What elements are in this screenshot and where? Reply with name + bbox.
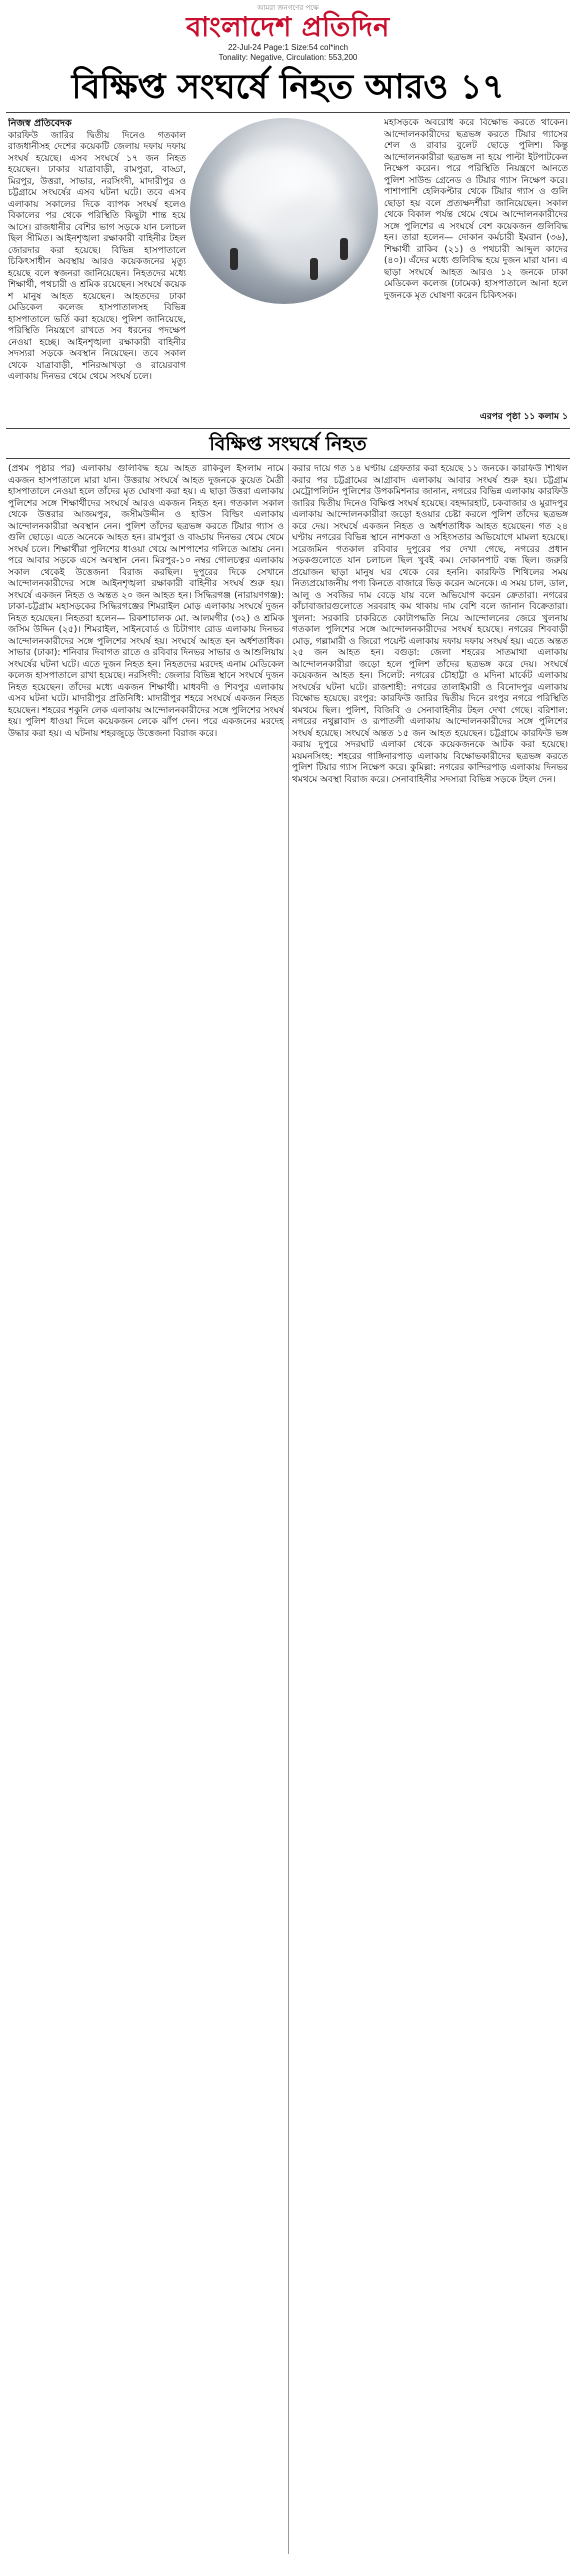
bottom-left-column	[8, 464, 284, 2554]
main-headline: বিক্ষিপ্ত সংঘর্ষে নিহত আরও ১৭	[71, 67, 505, 107]
column-divider	[288, 464, 289, 2554]
jump-line	[384, 412, 568, 426]
top-left-body: কারফিউ জারির দ্বিতীয় দিনেও গতকাল রাজধানীসহ দেশের কয়েকটি জেলায় দফায় দফায় সংঘর্ষ হয়েছে। এসব সংঘর্ষে ১৭ জন নিহত হয়েছেন। ঢাকার যাত্রাবাড়ী, রামপুরা, বাড্ডা, মিরপুর, উত্তরা, সাভার, নরসিংদী, মাদারীপুর ও চট্টগ্রামে সংঘর্ষের এসব ঘটনা ঘটে। তবে এসব এলাকায় সকালের দিকে ব্যাপক সংঘর্ষ হলেও বিকালের পর থেকে পরিস্থিতি কিছুটা শান্ত হয়ে আসে। রাজধানীর বেশির ভাগ সড়কে যান চলাচল ছিল সীমিত। আইনশৃঙ্খলা রক্ষাকারী বাহিনীর টহল জোরদার করা হয়েছে। বিভিন্ন হাসপাতালে চিকিৎসাধীন অবস্থায় আরও কয়েকজনের মৃত্যু হয়েছে বলে স্বজনরা জানিয়েছেন। নিহতদের মধ্যে শিক্ষার্থী, পথচারী ও শ্রমিক রয়েছেন। সংঘর্ষে কয়েক শ মানুষ আহত হয়েছেন। আহতদের ঢাকা মেডিকেল কলেজ হাসপাতালসহ বিভিন্ন হাসপাতালে ভর্তি করা হয়েছে। পুলিশ জানিয়েছে, পরিস্থিতি নিয়ন্ত্রণে রাখতে সব ধরনের পদক্ষেপ নেওয়া হচ্ছে। আইনশৃঙ্খলা রক্ষাকারী বাহিনীর সদস্যরা সড়কে অবস্থান নিয়েছেন। তবে সকাল থেকে যাত্রাবাড়ী, শনিরআখড়া ও রায়েরবাগ এলাকায় দিনভর থেমে থেমে সংঘর্ষ চলে।	[8, 130, 186, 382]
continued-on-page: এরপর পৃষ্ঠা ১১ কলাম ১	[479, 412, 568, 422]
protest-photo	[190, 118, 378, 304]
clipping-meta-tonality: Tonality: Negative, Circulation: 553,200	[218, 53, 358, 62]
top-right-body: মহাসড়কে অবরোধ করে বিক্ষোভ করতে থাকেন। আন্দোলনকারীদের ছত্রভঙ্গ করতে টিয়ার গ্যাসের শেল ও রাবার বুলেট ছোড়ে পুলিশ। কিন্তু আন্দোলনকারীরা ছত্রভঙ্গ না হয়ে পাল্টা ইটপাটকেল নিক্ষেপ করেন। পরে পরিস্থিতি নিয়ন্ত্রণে আনতে পুলিশ সাউন্ড গ্রেনেড ও টিয়ার গ্যাস নিক্ষেপ করে। পাশাপাশি হেলিকপ্টার থেকে টিয়ার গ্যাস ও গুলি ছোড়া হয় বলে প্রত্যক্ষদর্শীরা জানিয়েছেন। সকাল থেকে বিকাল পর্যন্ত থেমে থেমে আন্দোলনকারীদের সঙ্গে পুলিশের এ সংঘর্ষে বেশ কয়েকজন গুলিবিদ্ধ হন। তারা হলেন— দোকান কর্মচারী ইমরান (৩৬), শিক্ষার্থী রাকিব (২১) ও পথচারী আব্দুল কাদের (৪০)। এঁদের মধ্যে গুলিবিদ্ধ হয়ে দুজন মারা যান। এ ছাড়া সংঘর্ষে আহত আরও ১২ জনকে ঢাকা মেডিকেল কলেজ (ঢামেক) হাসপাতালে আনা হলে দুজনকে মৃত ঘোষণা করেন চিকিৎসক।	[384, 118, 568, 301]
top-right-column	[384, 118, 568, 424]
bottom-left-body: (প্রথম পৃষ্ঠার পর) এলাকায় গুলিবিদ্ধ হয়ে আহত রাকিবুল ইসলাম নামে একজন হাসপাতালে মারা যান। উত্তরায় সংঘর্ষে আহত দুজনকে কুয়েত মৈত্রী হাসপাতালে নেওয়া হলে তাঁদের মৃত ঘোষণা করা হয়। এ ছাড়া উত্তরা এলাকায় পুলিশের সঙ্গে শিক্ষার্থীদের সংঘর্ষে আরও একজন নিহত হন। গতকাল সকাল থেকে উত্তরার আজমপুর, জসীমউদ্দীন ও হাউস বিল্ডিং এলাকায় আন্দোলনকারীরা অবস্থান নেন। পুলিশ তাঁদের ছত্রভঙ্গ করতে টিয়ার গ্যাস ও গুলি ছোড়ে। এতে অনেকে আহত হন। রামপুরা ও বাড্ডায় দিনভর থেমে থেমে সংঘর্ষ চলে। শিক্ষার্থীরা পুলিশের ধাওয়া খেয়ে আশপাশের গলিতে আশ্রয় নেন। পরে আবার সড়কে এসে অবস্থান নেন। মিরপুর-১০ নম্বর গোলচত্বর এলাকায় সকাল থেকেই উত্তেজনা বিরাজ করছিল। দুপুরের দিকে সেখানে আন্দোলনকারীদের সঙ্গে আইনশৃঙ্খলা রক্ষাকারী বাহিনীর সংঘর্ষ শুরু হয়। সংঘর্ষে একজন নিহত ও অন্তত ২০ জন আহত হন। সিদ্ধিরগঞ্জ (নারায়ণগঞ্জ): ঢাকা-চট্টগ্রাম মহাসড়কের সিদ্ধিরগঞ্জের শিমরাইল মোড় এলাকায় সংঘর্ষে দুজন নিহত হয়েছেন। নিহতরা হলেন— রিকশাচালক মো. আলমগীর (৩২) ও শ্রমিক জসিম উদ্দিন (২৫)। শিমরাইল, সাইনবোর্ড ও চিটাগাং রোড এলাকায় দিনভর আন্দোলনকারীদের সঙ্গে পুলিশের সংঘর্ষ হয়। সংঘর্ষে আহত হন অর্ধশতাধিক। সাভার (ঢাকা): শনিবার দিবাগত রাতে ও রবিবার দিনভর সাভার ও আশুলিয়ায় সংঘর্ষের ঘটনা ঘটে। এতে দুজন নিহত হন। নিহতদের মরদেহ এনাম মেডিকেল কলেজ হাসপাতালে রাখা হয়েছে। নরসিংদী: জেলার বিভিন্ন স্থানে সংঘর্ষে দুজন নিহত হয়েছেন। তাঁদের মধ্যে একজন শিক্ষার্থী। মাধবদী ও শিবপুর এলাকায় এসব ঘটনা ঘটে। মাদারীপুর প্রতিনিধি: মাদারীপুর শহরে সংঘর্ষে একজন নিহত হয়েছেন। শহরের শকুনি লেক এলাকায় আন্দোলনকারীদের সঙ্গে পুলিশের সংঘর্ষ হয়। পুলিশ ধাওয়া দিলে কয়েকজন লেকে ঝাঁপ দেন। পরে একজনের মরদেহ উদ্ধার করা হয়। এ ঘটনায় শহরজুড়ে উত্তেজনা বিরাজ করে।	[8, 464, 284, 739]
bottom-right-body: করার দায়ে গত ১৪ ঘণ্টায় গ্রেফতার করা হয়েছে ১১ জনকে। কারফিউ শিথিল করার পর চট্টগ্রামের আগ্রাবাদ এলাকায় আবার সংঘর্ষ শুরু হয়। চট্টগ্রাম মেট্রোপলিটন পুলিশের উপকমিশনার জানান, নগরের বিভিন্ন এলাকায় কারফিউ জারির দ্বিতীয় দিনেও বিক্ষিপ্ত সংঘর্ষ হয়েছে। বহদ্দারহাট, চকবাজার ও মুরাদপুর এলাকায় আন্দোলনকারীরা জড়ো হওয়ার চেষ্টা করলে পুলিশ তাঁদের ছত্রভঙ্গ করে দেয়। সংঘর্ষে একজন নিহত ও অর্ধশতাধিক আহত হয়েছেন। গত ২৪ ঘণ্টায় নগরের বিভিন্ন স্থানে নাশকতা ও সহিংসতার অভিযোগে মামলা হয়েছে। সরেজমিন গতকাল রবিবার দুপুরের পর দেখা গেছে, নগরের প্রধান সড়কগুলোতে যান চলাচল ছিল খুবই কম। দোকানপাট বন্ধ ছিল। জরুরি প্রয়োজন ছাড়া মানুষ ঘর থেকে বের হননি। কারফিউ শিথিলের সময় নিত্যপ্রয়োজনীয় পণ্য কিনতে বাজারে ভিড় করেন অনেকে। এ সময় চাল, ডাল, আলু ও সবজির দাম বেড়ে যায় বলে অভিযোগ করেন ক্রেতারা। নগরের কাঁচাবাজারগুলোতে সরবরাহ কম থাকায় দাম বেশি বলে জানান বিক্রেতারা। খুলনা: সরকারি চাকরিতে কোটাপদ্ধতি নিয়ে আন্দোলনের জেরে খুলনায় গতকাল পুলিশের সঙ্গে আন্দোলনকারীদের সংঘর্ষ হয়েছে। নগরের শিববাড়ী মোড়, গল্লামারী ও জিরো পয়েন্ট এলাকায় দফায় দফায় সংঘর্ষ হয়। এতে অন্তত ২৫ জন আহত হন। বগুড়া: জেলা শহরের সাতমাথা এলাকায় আন্দোলনকারীরা জড়ো হলে পুলিশ তাঁদের ছত্রভঙ্গ করে দেয়। সংঘর্ষে কয়েকজন আহত হন। সিলেট: নগরের চৌহাট্টা ও মদিনা মার্কেট এলাকায় সংঘর্ষের ঘটনা ঘটে। রাজশাহী: নগরের তালাইমারী ও বিনোদপুর এলাকায় বিক্ষোভ হয়েছে। রংপুর: কারফিউ জারির দ্বিতীয় দিনে রংপুর নগরে পরিস্থিতি থমথমে ছিল। পুলিশ, বিজিবি ও সেনাবাহিনীর টহল দেখা গেছে। বরিশাল: নগরের নথুল্লাবাদ ও রূপাতলী এলাকায় আন্দোলনকারীদের সঙ্গে পুলিশের সংঘর্ষ হয়েছে। সংঘর্ষে অন্তত ১৫ জন আহত হয়েছেন। চট্টগ্রামে কারফিউ ভঙ্গ করায় দুপুরে সদরঘাট এলাকা থেকে কয়েকজনকে আটক করা হয়েছে। ময়মনসিংহ: শহরের গাঙ্গিনারপাড় এলাকায় বিক্ষোভকারীদের ছত্রভঙ্গ করতে পুলিশ টিয়ার গ্যাস নিক্ষেপ করে। কুমিল্লা: নগরের কান্দিরপাড় এলাকায় দিনভর থমথমে অবস্থা বিরাজ করে। সেনাবাহিনীর সদস্যরা বিভিন্ন সড়কে টহল দেন।	[292, 464, 568, 785]
section-rule	[6, 428, 570, 429]
clipping-meta-date: 22-Jul-24 Page:1 Size:54 col*inch	[227, 43, 349, 52]
masthead	[0, 4, 576, 63]
newspaper-logo: বাংলাদেশ প্রতিদিন	[186, 12, 390, 43]
continuation-headline: বিক্ষিপ্ত সংঘর্ষে নিহত	[209, 433, 367, 455]
subhead-rule	[6, 458, 570, 459]
masthead-tagline: আমরা জনগণের পক্ষে	[257, 4, 319, 12]
person-figure	[340, 238, 348, 260]
bottom-right-column	[292, 464, 568, 2554]
byline: নিজস্ব প্রতিবেদক	[8, 118, 72, 129]
person-figure	[310, 258, 318, 280]
headline-rule	[6, 112, 570, 113]
person-figure	[230, 248, 238, 270]
top-left-column	[8, 118, 186, 424]
